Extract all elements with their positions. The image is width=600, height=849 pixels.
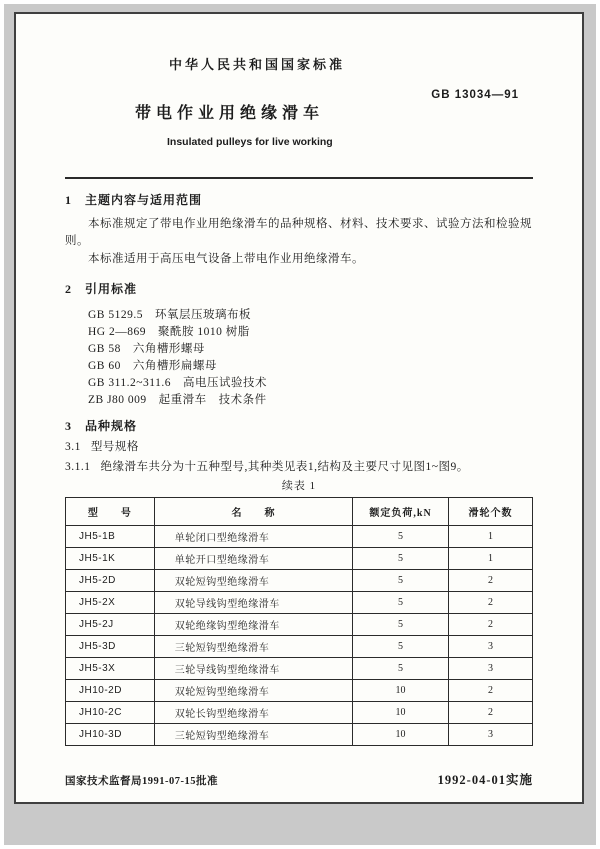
section-3-title: 品种规格 <box>85 419 138 433</box>
reference-list <box>88 307 533 409</box>
reference-code: GB 5129.5 <box>88 309 143 321</box>
section-1-paragraph-2: 本标准适用于高压电气设备上带电作业用绝缘滑车。 <box>88 253 364 265</box>
cell-name: 单轮闭口型绝缘滑车 <box>154 526 352 548</box>
section-1-heading <box>65 192 533 208</box>
table-row <box>66 680 533 702</box>
reference-item <box>88 392 533 409</box>
cell-count: 2 <box>448 702 532 724</box>
cell-model: JH10-2D <box>66 680 155 702</box>
table-row <box>66 570 533 592</box>
cell-model: JH5-3D <box>66 636 155 658</box>
cell-load: 5 <box>353 636 449 658</box>
cell-load: 5 <box>353 570 449 592</box>
reference-item <box>88 324 533 341</box>
cell-count: 2 <box>448 592 532 614</box>
clause-3-1-1 <box>65 459 533 476</box>
reference-code: GB 58 <box>88 343 121 355</box>
cell-count: 1 <box>448 548 532 570</box>
section-3-heading <box>65 418 533 434</box>
reference-code: HG 2—869 <box>88 326 146 338</box>
cell-model: JH10-2C <box>66 702 155 724</box>
table-row <box>66 592 533 614</box>
cell-count: 2 <box>448 614 532 636</box>
cell-load: 10 <box>353 724 449 746</box>
standard-number: GB 13034—91 <box>431 89 519 101</box>
cell-count: 3 <box>448 658 532 680</box>
col-header-count: 滑轮个数 <box>448 498 532 526</box>
section-1-paragraph-1: 本标准规定了带电作业用绝缘滑车的品种规格、材料、技术要求、试验方法和检验规则。 <box>65 218 532 247</box>
standard-org-title: 中华人民共和国国家标准 <box>168 57 345 72</box>
table-row <box>66 724 533 746</box>
clause-3-1-text: 型号规格 <box>90 441 139 453</box>
table-row <box>66 658 533 680</box>
section-1-number: 1 <box>65 193 72 207</box>
cell-model: JH10-3D <box>66 724 155 746</box>
reference-item <box>88 375 533 392</box>
cell-load: 5 <box>353 548 449 570</box>
document-page <box>14 12 584 804</box>
reference-name: 环氧层压玻璃布板 <box>154 309 251 321</box>
clause-3-1-1-number: 3.1.1 <box>65 461 91 473</box>
cell-count: 2 <box>448 680 532 702</box>
header-divider <box>65 177 533 179</box>
cell-model: JH5-1K <box>66 548 155 570</box>
cell-name: 三轮导线钩型绝缘滑车 <box>154 658 352 680</box>
section-1-title: 主题内容与适用范围 <box>85 193 203 207</box>
cell-count: 1 <box>448 526 532 548</box>
reference-name: 起重滑车 技术条件 <box>158 394 267 406</box>
col-header-model: 型 号 <box>66 498 155 526</box>
reference-code: GB 311.2~311.6 <box>88 377 171 389</box>
reference-code: ZB J80 009 <box>88 394 147 406</box>
section-2-number: 2 <box>65 282 72 296</box>
cell-count: 3 <box>448 636 532 658</box>
cell-load: 5 <box>353 614 449 636</box>
section-3-number: 3 <box>65 419 72 433</box>
table-row <box>66 548 533 570</box>
clause-3-1-1-text: 绝缘滑车共分为十五种型号,其种类见表1,结构及主要尺寸见图1~图9。 <box>100 461 469 473</box>
table-caption: 续表 1 <box>281 480 317 492</box>
effective-date: 1992-04-01实施 <box>437 773 533 787</box>
reference-name: 聚酰胺 1010 树脂 <box>158 326 250 338</box>
reference-name: 高电压试验技术 <box>182 377 267 389</box>
reference-item <box>88 341 533 358</box>
clause-3-1 <box>65 439 533 456</box>
reference-code: GB 60 <box>88 360 121 372</box>
section-2-heading <box>65 281 533 297</box>
footer <box>65 770 533 788</box>
cell-name: 单轮开口型绝缘滑车 <box>154 548 352 570</box>
cell-name: 双轮绝缘钩型绝缘滑车 <box>154 614 352 636</box>
cell-model: JH5-3X <box>66 658 155 680</box>
reference-item <box>88 358 533 375</box>
col-header-name: 名 称 <box>154 498 352 526</box>
cell-model: JH5-1B <box>66 526 155 548</box>
cell-name: 双轮导线钩型绝缘滑车 <box>154 592 352 614</box>
cell-count: 2 <box>448 570 532 592</box>
col-header-load: 额定负荷,kN <box>353 498 449 526</box>
spec-table <box>65 497 533 746</box>
cell-name: 双轮短钩型绝缘滑车 <box>154 680 352 702</box>
reference-name: 六角槽形螺母 <box>132 343 205 355</box>
cell-load: 5 <box>353 592 449 614</box>
cell-name: 双轮短钩型绝缘滑车 <box>154 570 352 592</box>
cell-load: 10 <box>353 702 449 724</box>
cell-model: JH5-2J <box>66 614 155 636</box>
cell-load: 10 <box>353 680 449 702</box>
clause-3-1-number: 3.1 <box>65 441 81 453</box>
cell-name: 双轮长钩型绝缘滑车 <box>154 702 352 724</box>
cell-load: 5 <box>353 658 449 680</box>
section-2-title: 引用标准 <box>85 282 138 296</box>
table-row <box>66 636 533 658</box>
reference-item <box>88 307 533 324</box>
table-header-row <box>66 498 533 526</box>
cell-model: JH5-2D <box>66 570 155 592</box>
table-row <box>66 526 533 548</box>
cell-load: 5 <box>353 526 449 548</box>
cell-name: 三轮短钩型绝缘滑车 <box>154 636 352 658</box>
cell-model: JH5-2X <box>66 592 155 614</box>
reference-name: 六角槽形扁螺母 <box>132 360 217 372</box>
cell-count: 3 <box>448 724 532 746</box>
cell-name: 三轮短钩型绝缘滑车 <box>154 724 352 746</box>
table-row <box>66 702 533 724</box>
document-title: 带电作业用绝缘滑车 <box>135 105 325 122</box>
table-row <box>66 614 533 636</box>
document-title-english: Insulated pulleys for live working <box>167 136 333 148</box>
approval-note: 国家技术监督局1991-07-15批准 <box>65 776 218 787</box>
